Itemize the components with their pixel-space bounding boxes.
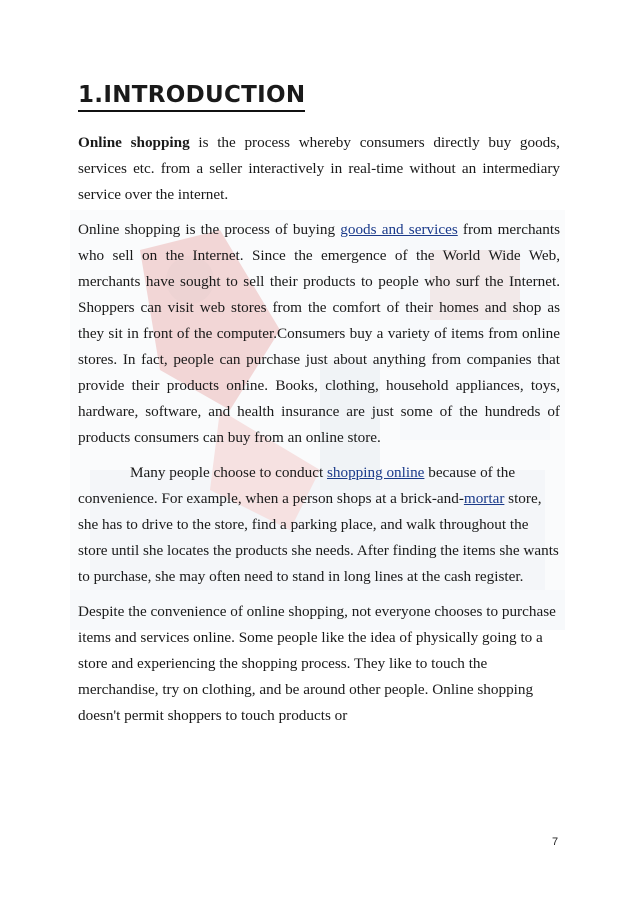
link-mortar[interactable]: mortar [463,490,505,507]
link-shopping-online[interactable]: shopping online [326,464,425,481]
paragraph-drawbacks: Despite the convenience of online shopping, not everyone chooses to purchase items and services online. Some people like the idea of physically going to a store and experiencing the shopping process. They like to touch the merchandise, try on clothing, and be around other people. Online shopping doesn't permit shoppers to touch products or [78,603,556,724]
paragraph-text: from merchants who sell on the Internet. Since the emergence of the World Wide Web, merchants have sought to sell their products to people who surf the Internet. Shoppers can visit web stores from the comfort of their homes and shop as they sit in front of the computer.Consumers buy a variety of items from online stores. In fact, people can purchase just about anything from companies that provide their products online. Books, clothing, household appliances, toys, hardware, software, and health insurance are just some of the hundreds of products consumers can buy from an online store. [78,221,560,446]
bold-term: Online shopping [78,134,190,151]
link-goods-and-services[interactable]: goods and services [340,221,458,238]
paragraph-text: is the process whereby consumers directly buy goods, services etc. from a seller interactively in real-time without an intermediary service over the internet. [78,134,560,203]
paragraph-text: store, she has to drive to the store, find a parking place, and walk throughout the store until she locates the products she needs. After finding the items she wants to purchase, she may often need to stand in long lines at the cash register. [78,490,559,585]
paragraph-text: because of the convenience. For example, when a person shops at a brick-and- [78,464,516,507]
section-heading: 1.INTRODUCTION [78,82,305,112]
paragraph-convenience [78,460,560,590]
paragraph-definition [78,130,560,208]
paragraph-text: Many people choose to conduct [130,464,327,481]
paragraph-text: Online shopping is the process of buying [78,221,341,238]
document-page [78,82,560,729]
paragraph-overview [78,217,560,451]
page-number: 7 [552,836,559,848]
